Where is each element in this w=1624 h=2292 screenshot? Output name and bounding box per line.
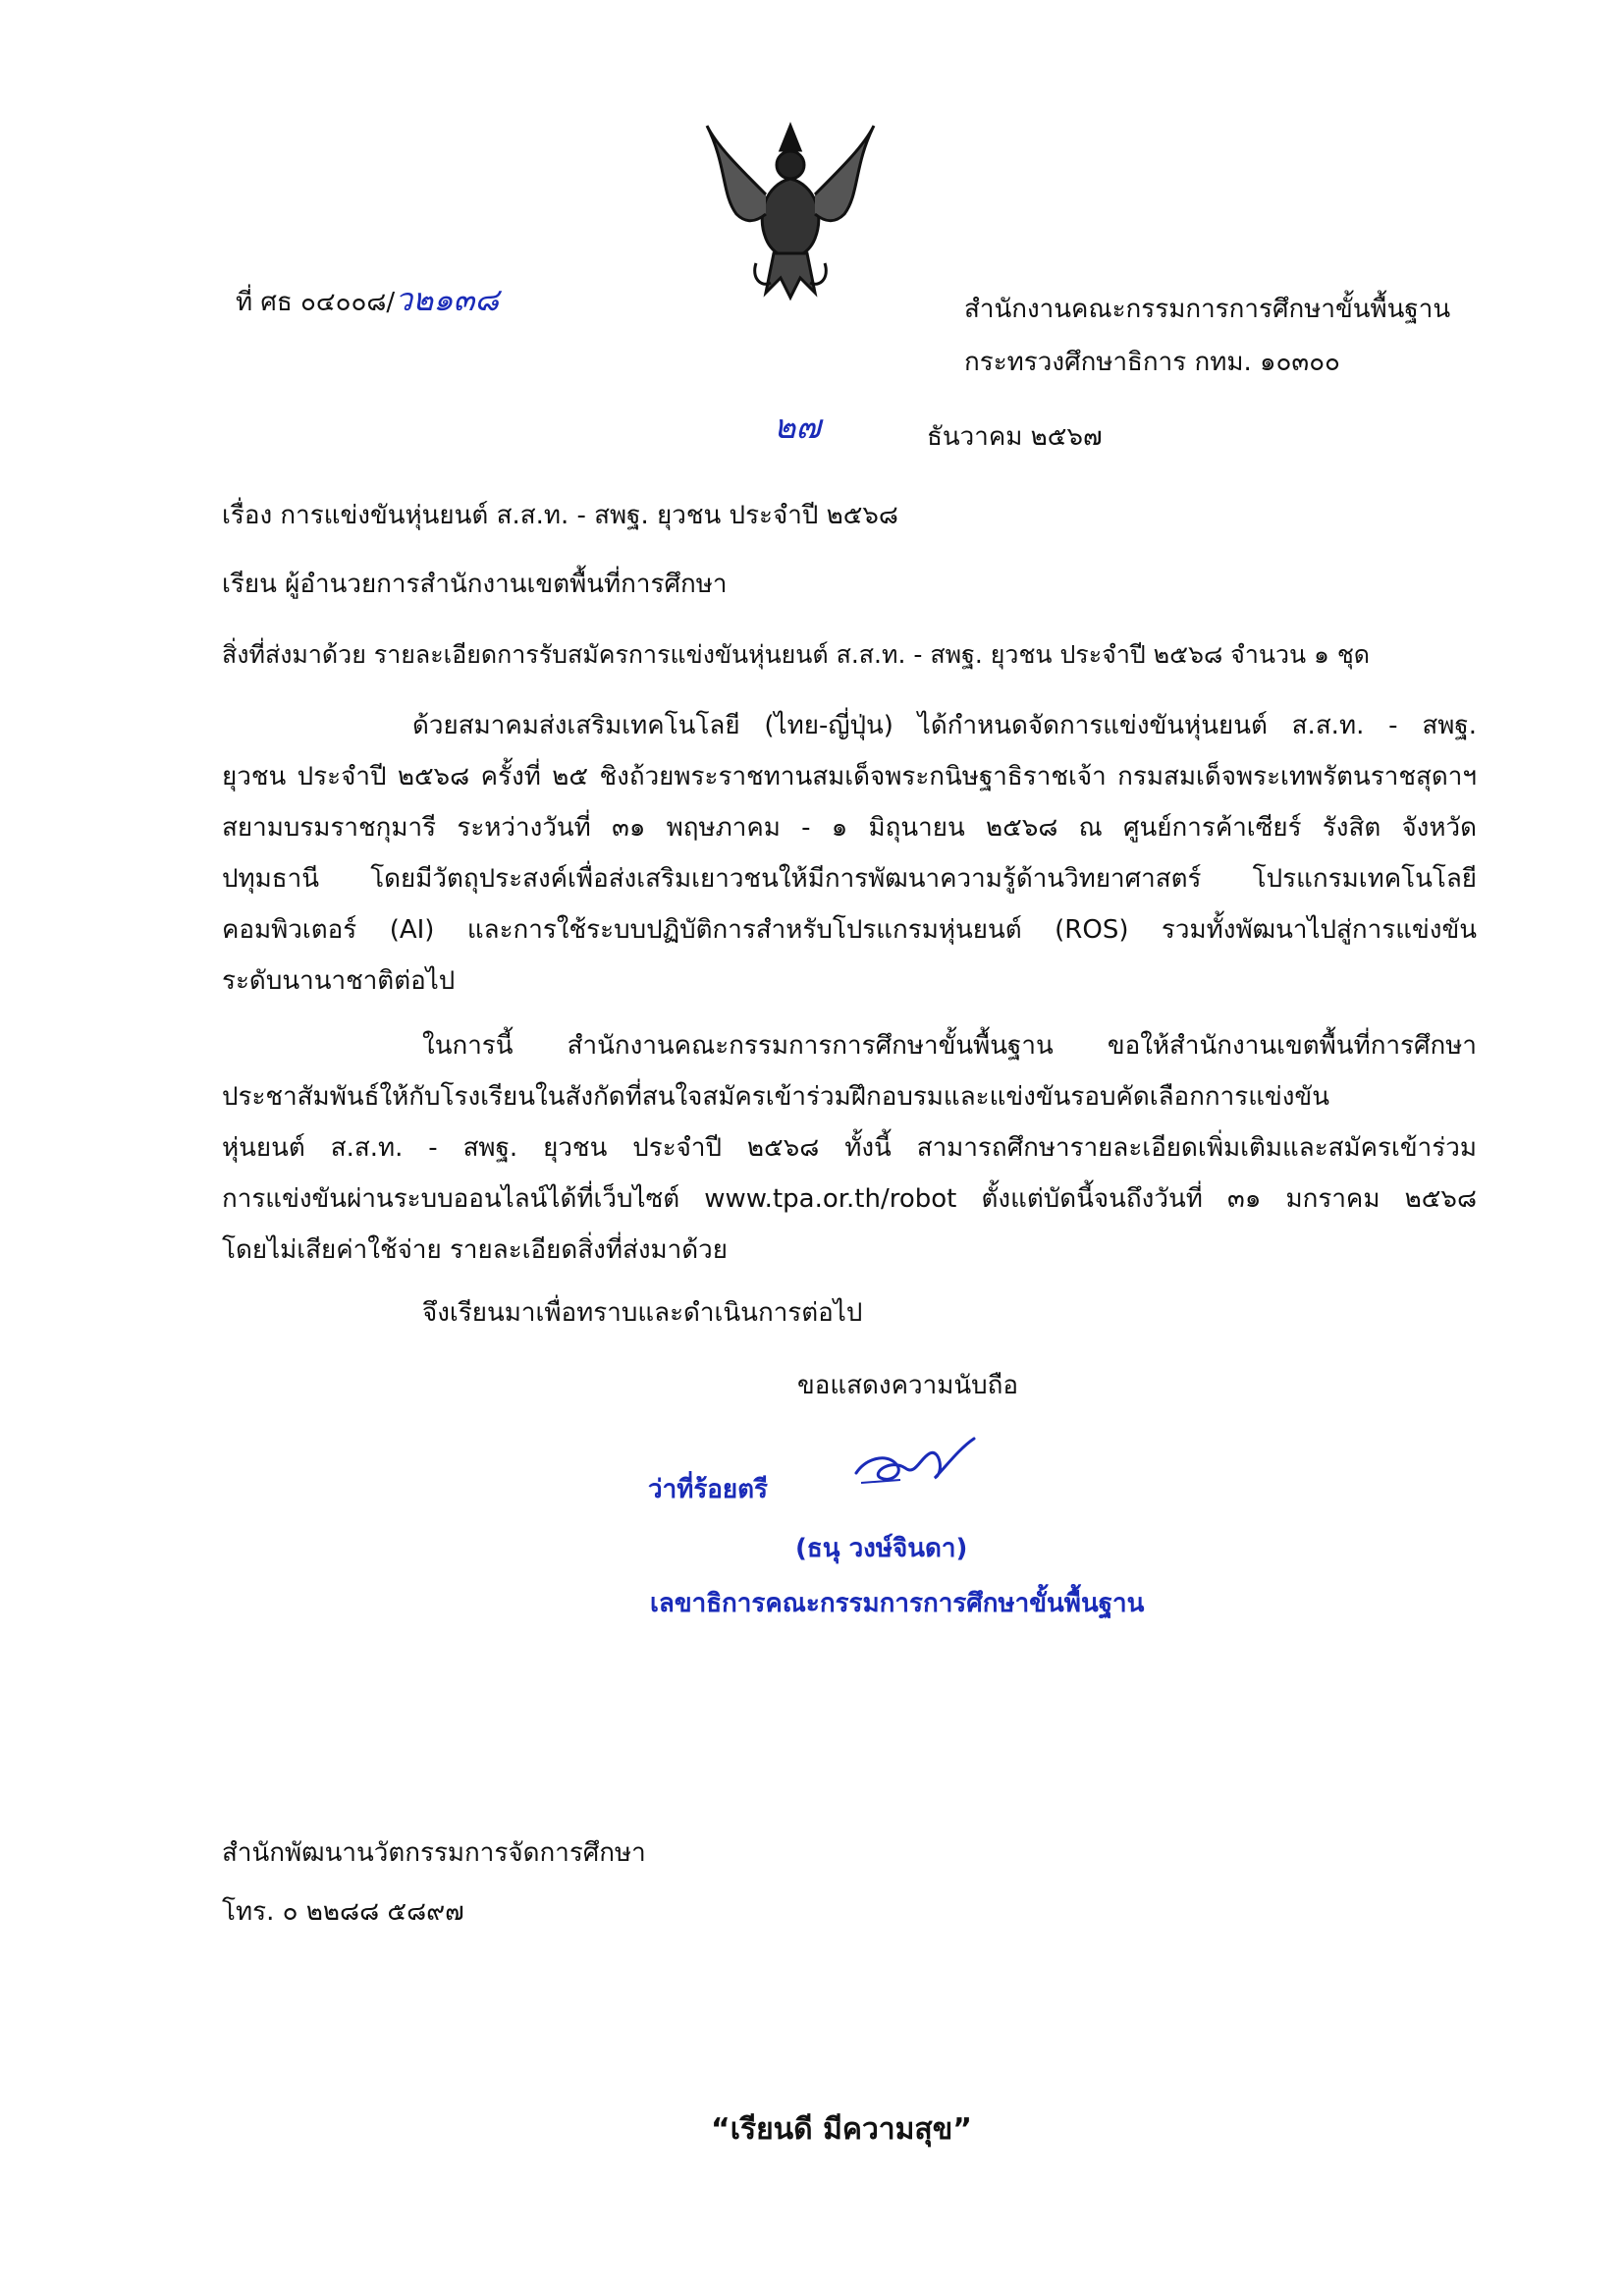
closing-request: จึงเรียนมาเพื่อทราบและดำเนินการต่อไป bbox=[422, 1298, 863, 1328]
paragraph-1-line: ด้วยสมาคมส่งเสริมเทคโนโลยี (ไทย-ญี่ปุ่น) ได้กำหนดจัดการแข่งขันหุ่นยนต์ ส.ส.ท. - สพฐ. bbox=[412, 711, 1477, 740]
paragraph-1-line: ยุวชน ประจำปี ๒๕๖๘ ครั้งที่ ๒๕ ชิงถ้วยพระราชทานสมเด็จพระกนิษฐาธิราชเจ้า กรมสมเด็จพระเทพรัตนราชสุดาฯ bbox=[222, 762, 1477, 791]
letter-enclosure: สิ่งที่ส่งมาด้วย รายละเอียดการรับสมัครการแข่งขันหุ่นยนต์ ส.ส.ท. - สพฐ. ยุวชน ประจำปี ๒๕๖๘ จำนวน ๑ ชุด bbox=[222, 640, 1371, 669]
paragraph-1-line: สยามบรมราชกุมารี ระหว่างวันที่ ๓๑ พฤษภาคม - ๑ มิถุนายน ๒๕๖๘ ณ ศูนย์การค้าเซียร์ รังสิต จังหวัด bbox=[222, 813, 1477, 843]
issuer-line-1: สำนักงานคณะกรรมการการศึกษาขั้นพื้นฐาน bbox=[964, 295, 1451, 324]
signer-position: เลขาธิการคณะกรรมการการศึกษาขั้นพื้นฐาน bbox=[650, 1589, 1145, 1618]
paragraph-2-line: ประชาสัมพันธ์ให้กับโรงเรียนในสังกัดที่สนใจสมัครเข้าร่วมฝึกอบรมและแข่งขันรอบคัดเลือกการแข่งขัน bbox=[222, 1082, 1329, 1112]
issuer-line-2: กระทรวงศึกษาธิการ กทม. ๑๐๓๐๐ bbox=[964, 348, 1340, 377]
reference-prefix: ที่ ศธ ๐๔๐๐๘/ bbox=[236, 288, 396, 317]
paragraph-1-line: ระดับนานาชาติต่อไป bbox=[222, 966, 456, 996]
closing-salutation: ขอแสดงความนับถือ bbox=[797, 1371, 1018, 1400]
paragraph-2-line: ในการนี้ สำนักงานคณะกรรมการการศึกษาขั้นพื้นฐาน ขอให้สำนักงานเขตพื้นที่การศึกษา bbox=[422, 1031, 1477, 1061]
garuda-emblem-icon bbox=[697, 106, 884, 312]
paragraph-2-line: การแข่งขันผ่านระบบออนไลน์ได้ที่เว็บไซต์ www.tpa.or.th/robot ตั้งแต่บัดนี้จนถึงวันที่ ๓๑ มกราคม ๒๕๖๘ bbox=[222, 1184, 1477, 1214]
letter-addressee: เรียน ผู้อำนวยการสำนักงานเขตพื้นที่การศึกษา bbox=[222, 570, 728, 599]
reference-handwritten: ว๒๑๓๘ bbox=[395, 281, 500, 318]
letter-date: ธันวาคม ๒๕๖๗ bbox=[927, 422, 1103, 452]
letter-subject: เรื่อง การแข่งขันหุ่นยนต์ ส.ส.ท. - สพฐ. ยุวชน ประจำปี ๒๕๖๘ bbox=[222, 501, 898, 530]
paragraph-2-line: โดยไม่เสียค่าใช้จ่าย รายละเอียดสิ่งที่ส่งมาด้วย bbox=[222, 1235, 728, 1265]
signer-rank: ว่าที่ร้อยตรี bbox=[648, 1475, 769, 1504]
footer-office: สำนักพัฒนานวัตกรรมการจัดการศึกษา bbox=[222, 1838, 646, 1868]
paragraph-1-line: คอมพิวเตอร์ (AI) และการใช้ระบบปฏิบัติการสำหรับโปรแกรมหุ่นยนต์ (ROS) รวมทั้งพัฒนาไปสู่การแข่งขัน bbox=[222, 915, 1477, 945]
paragraph-1-line: ปทุมธานี โดยมีวัตถุประสงค์เพื่อส่งเสริมเยาวชนให้มีการพัฒนาความรู้ด้านวิทยาศาสตร์ โปรแกรมเทคโนโลยี bbox=[222, 864, 1477, 894]
signature-icon bbox=[846, 1429, 984, 1498]
signer-name: (ธนุ วงษ์จินดา) bbox=[795, 1534, 968, 1563]
reference-number bbox=[236, 283, 499, 319]
paragraph-2-line: หุ่นยนต์ ส.ส.ท. - สพฐ. ยุวชน ประจำปี ๒๕๖๘ ทั้งนี้ สามารถศึกษารายละเอียดเพิ่มเติมและสมัครเข้าร่วม bbox=[222, 1133, 1477, 1163]
date-day-handwritten: ๒๗ bbox=[774, 408, 821, 447]
footer-phone: โทร. ๐ ๒๒๘๘ ๕๘๙๗ bbox=[222, 1897, 464, 1927]
footer-slogan: “เรียนดี มีความสุข” bbox=[711, 2112, 972, 2147]
